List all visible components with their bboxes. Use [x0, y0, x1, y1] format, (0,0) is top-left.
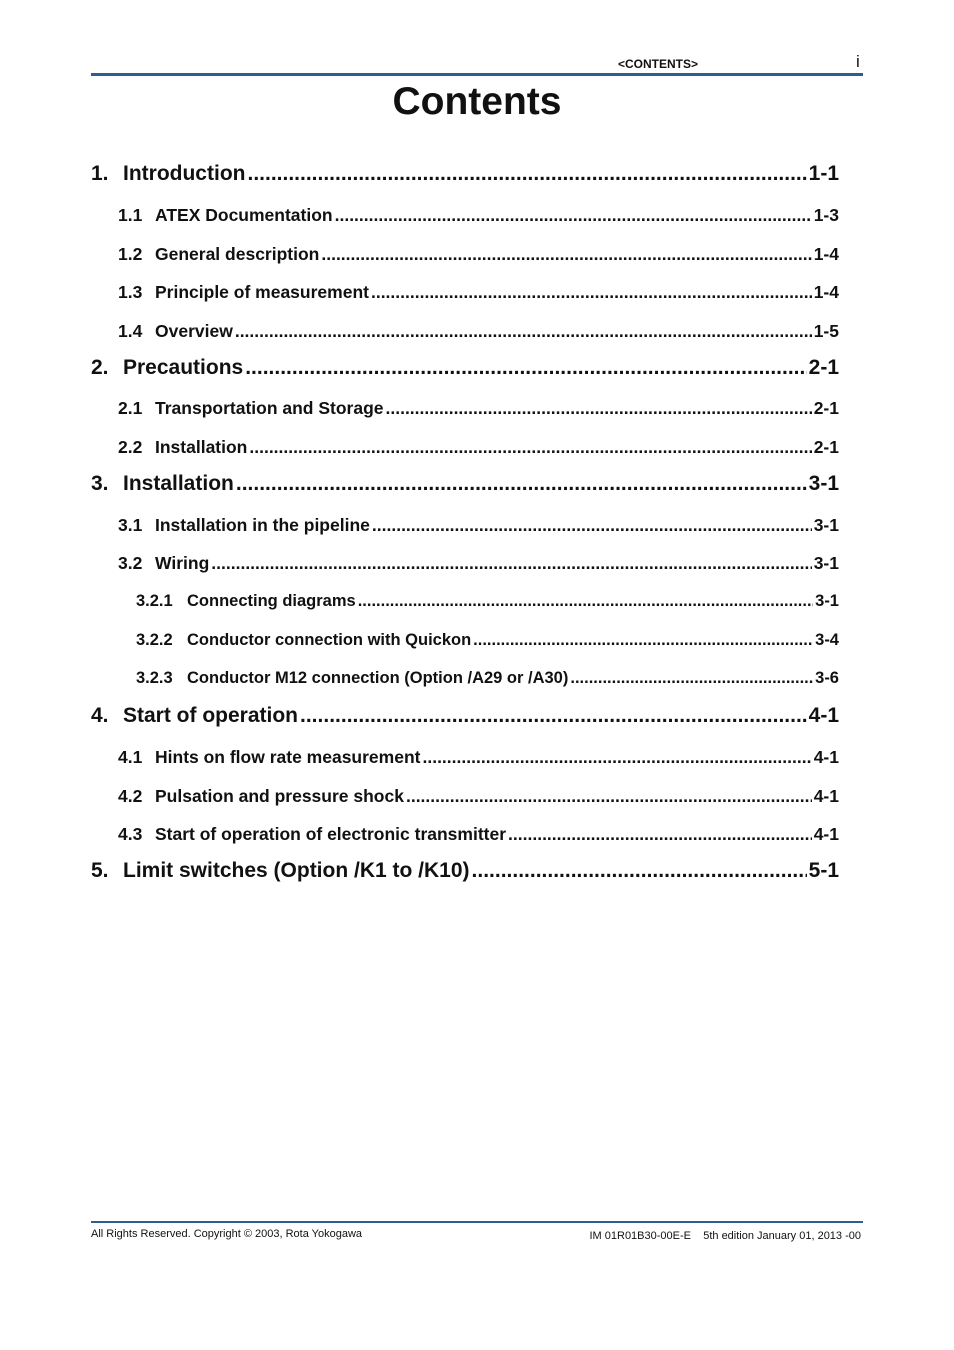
page-number: i [856, 52, 860, 71]
toc-entry-number: 4.1 [118, 747, 143, 767]
toc-entry-page: 4-1 [808, 704, 839, 727]
toc-entry-number: 3.2.2 [136, 631, 173, 649]
toc-dot-leader [372, 515, 812, 536]
toc-entry-number: 3.2.3 [136, 669, 173, 687]
toc-dot-leader [371, 282, 812, 303]
toc-entry-number: 1.4 [118, 321, 143, 341]
toc-entry[interactable] [91, 786, 839, 807]
toc-entry[interactable] [91, 592, 839, 611]
toc-entry-page: 4-1 [813, 824, 839, 844]
toc-entry-title: ATEX Documentation [155, 205, 333, 225]
toc-entry-title: Installation [123, 472, 234, 495]
toc-entry-page: 3-1 [808, 472, 839, 495]
toc-dot-leader [249, 437, 811, 458]
toc-entry-page: 3-4 [815, 631, 839, 649]
toc-entry-page: 1-4 [813, 244, 839, 264]
toc-entry-page: 4-1 [813, 786, 839, 806]
toc-entry-title: Wiring [155, 553, 210, 573]
toc-dot-leader [335, 205, 812, 226]
toc-entry-title: Precautions [123, 356, 244, 379]
toc-entry[interactable] [91, 631, 839, 650]
toc-entry-page: 2-1 [813, 437, 839, 457]
footer-doc-id: IM 01R01B30-00E-E [589, 1230, 691, 1242]
toc-entry-title: Conductor connection with Quickon [187, 631, 472, 649]
toc-entry-title: Limit switches (Option /K1 to /K10) [123, 859, 470, 882]
toc-entry-title: Pulsation and pressure shock [155, 786, 404, 806]
toc-entry[interactable] [91, 205, 839, 226]
toc-entry-page: 1-5 [813, 321, 839, 341]
header-section-label: <CONTENTS> [617, 57, 698, 71]
toc-dot-leader [321, 244, 811, 265]
toc-entry-title: Transportation and Storage [155, 398, 384, 418]
toc-dot-leader [473, 631, 813, 650]
toc-entry-number: 2.2 [118, 437, 143, 457]
toc-entry-page: 1-1 [808, 162, 839, 185]
header-rule [91, 73, 863, 76]
footer-edition: 5th edition January 01, 2013 -00 [703, 1230, 861, 1242]
toc-entry-number: 3. [91, 472, 109, 495]
toc-entry[interactable] [91, 472, 839, 496]
toc-dot-leader [386, 398, 812, 419]
toc-entry[interactable] [91, 704, 839, 728]
toc-entry-title: Connecting diagrams [187, 592, 356, 610]
toc-dot-leader [472, 859, 807, 883]
toc-entry[interactable] [91, 824, 839, 845]
toc-dot-leader [300, 704, 807, 728]
toc-entry-page: 4-1 [813, 747, 839, 767]
toc-entry-page: 2-1 [813, 398, 839, 418]
toc-dot-leader [508, 824, 812, 845]
toc-entry[interactable] [91, 669, 839, 688]
toc-entry[interactable] [91, 244, 839, 265]
toc-entry[interactable] [91, 553, 839, 574]
toc-dot-leader [236, 472, 807, 496]
toc-dot-leader [358, 592, 813, 611]
toc-entry-page: 5-1 [808, 859, 839, 882]
toc-entry-page: 3-1 [813, 553, 839, 573]
toc-entry[interactable] [91, 859, 839, 883]
toc-entry-number: 3.1 [118, 515, 143, 535]
toc-entry-number: 5. [91, 859, 109, 882]
toc-entry-title: Introduction [123, 162, 246, 185]
footer-doc-info [589, 1230, 861, 1242]
toc-entry-number: 3.2 [118, 553, 143, 573]
toc-dot-leader [211, 553, 811, 574]
toc-entry-page: 2-1 [808, 356, 839, 379]
toc-entry-title: Overview [155, 321, 233, 341]
toc-entry-number: 1.3 [118, 282, 143, 302]
toc-entry-number: 1. [91, 162, 109, 185]
toc-entry-page: 3-1 [815, 592, 839, 610]
toc-entry-title: Start of operation of electronic transmitter [155, 824, 507, 844]
toc-dot-leader [570, 669, 813, 688]
footer-rule [91, 1221, 863, 1223]
toc-entry-page: 1-3 [813, 205, 839, 225]
toc-entry-number: 2.1 [118, 398, 143, 418]
toc-entry-title: Installation [155, 437, 248, 457]
toc-entry-number: 2. [91, 356, 109, 379]
toc-entry-title: Hints on flow rate measurement [155, 747, 421, 767]
toc-entry[interactable] [91, 162, 839, 186]
toc-entry-title: Conductor M12 connection (Option /A29 or /A30) [187, 669, 569, 687]
toc-entry[interactable] [91, 282, 839, 303]
toc-entry-number: 1.1 [118, 205, 143, 225]
toc-entry-title: General description [155, 244, 320, 264]
footer-copyright: All Rights Reserved. Copyright © 2003, Rota Yokogawa [91, 1228, 363, 1240]
toc-entry-number: 1.2 [118, 244, 143, 264]
toc-entry-page: 3-6 [815, 669, 839, 687]
toc-entry-number: 4.2 [118, 786, 143, 806]
toc-entry-page: 3-1 [813, 515, 839, 535]
toc-entry[interactable] [91, 321, 839, 342]
toc-dot-leader [406, 786, 812, 807]
toc-entry-page: 1-4 [813, 282, 839, 302]
toc-entry-number: 4. [91, 704, 109, 727]
toc-entry-title: Installation in the pipeline [155, 515, 370, 535]
toc-entry[interactable] [91, 515, 839, 536]
toc-dot-leader [245, 356, 806, 380]
toc-entry-number: 3.2.1 [136, 592, 173, 610]
toc-entry[interactable] [91, 356, 839, 380]
toc-dot-leader [422, 747, 811, 768]
page-title: Contents [392, 80, 562, 123]
toc-entry-number: 4.3 [118, 824, 143, 844]
toc-entry-title: Start of operation [123, 704, 299, 727]
toc-entry-title: Principle of measurement [155, 282, 369, 302]
toc-entry[interactable] [91, 747, 839, 768]
toc-dot-leader [235, 321, 812, 342]
toc-dot-leader [247, 162, 806, 186]
toc-entry[interactable] [91, 398, 839, 419]
toc-entry[interactable] [91, 437, 839, 458]
